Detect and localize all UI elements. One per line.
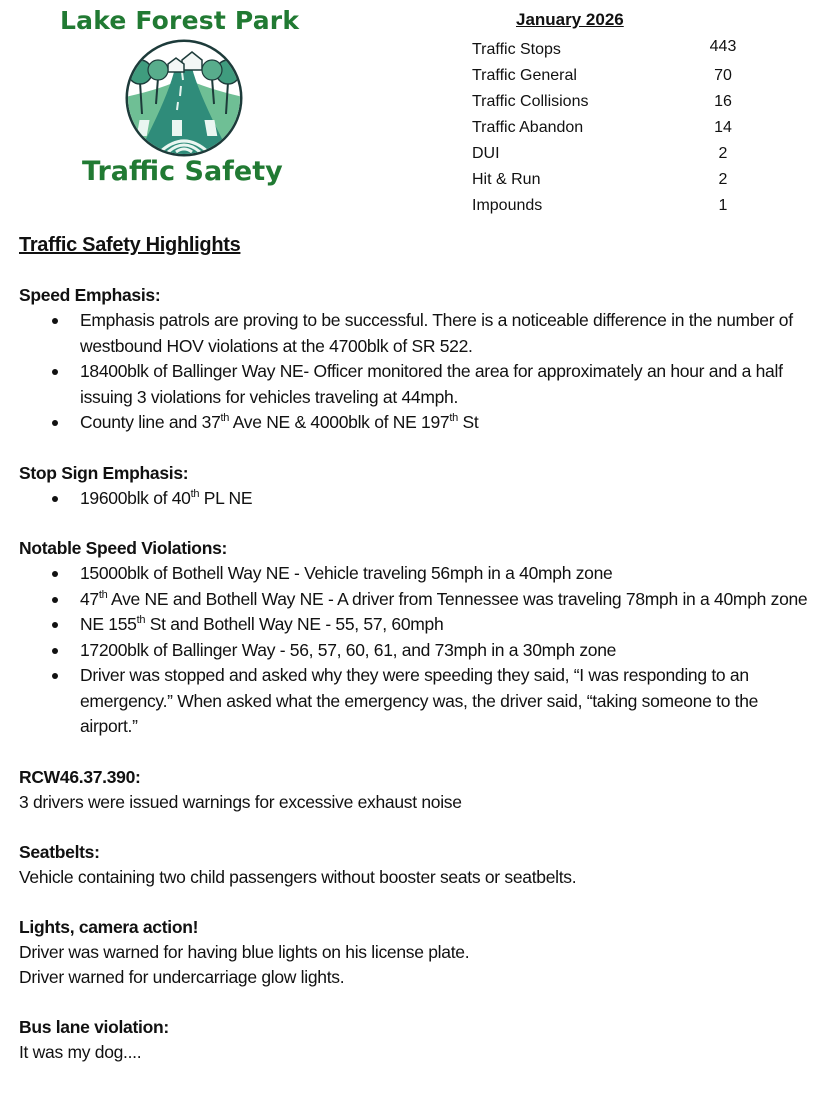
lights-section — [19, 915, 809, 990]
stat-row — [472, 67, 752, 93]
item-text: Ave NE and Bothell Way NE - A driver from Tennessee was traveling 78mph in a 40mph zone — [107, 588, 808, 609]
bullet-icon — [52, 420, 58, 426]
section-text: It was my dog.... — [19, 1041, 142, 1062]
stat-label: Traffic Collisions — [472, 93, 589, 110]
section-text: Driver warned for undercarriage glow lights. — [19, 966, 345, 987]
item-text: 47 — [80, 588, 99, 609]
speed-emphasis-section — [19, 283, 809, 436]
stat-value: 14 — [714, 119, 732, 136]
stat-label: Hit & Run — [472, 171, 541, 188]
section-text: Driver was warned for having blue lights on his license plate. — [19, 941, 470, 962]
stats-title: January 2026 — [516, 10, 624, 29]
ordinal-suffix: th — [136, 614, 146, 626]
list-item — [19, 486, 809, 512]
stop-sign-emphasis-section — [19, 461, 809, 512]
section-heading: Speed Emphasis: — [19, 285, 161, 305]
item-text: Emphasis patrols are proving to be successful. There is a noticeable difference in the number of westbound HOV violations at the 4700blk of SR 522. — [80, 310, 793, 356]
bus-lane-section — [19, 1015, 809, 1065]
stat-value: 16 — [714, 93, 732, 110]
stat-label: Traffic General — [472, 67, 577, 84]
stat-value: 443 — [709, 38, 737, 55]
stat-value: 1 — [718, 197, 728, 214]
notable-speed-violations-section — [19, 536, 809, 740]
section-heading: Notable Speed Violations: — [19, 538, 228, 558]
item-text: Ave NE & 4000blk of NE 197 — [229, 412, 450, 432]
bullet-icon — [52, 571, 58, 577]
stat-value: 70 — [714, 67, 732, 84]
stat-row — [472, 119, 752, 145]
road-emblem-icon — [120, 38, 248, 158]
stat-row — [472, 145, 752, 171]
list-item — [19, 561, 809, 587]
item-text: St and Bothell Way NE - 55, 57, 60mph — [145, 614, 444, 634]
stat-row — [472, 171, 752, 197]
ordinal-suffix: th — [449, 412, 458, 424]
stat-label: Impounds — [472, 197, 543, 214]
item-text: 15000blk of Bothell Way NE - Vehicle traveling 56mph in a 40mph zone — [80, 563, 613, 583]
logo-title: Lake Forest Park — [60, 6, 300, 35]
bullet-icon — [52, 318, 58, 324]
section-heading: Lights, camera action! — [19, 916, 199, 937]
list-item — [19, 308, 809, 359]
highlights-document — [19, 234, 809, 1090]
item-text: 17200blk of Ballinger Way - 56, 57, 60, 61, and 73mph in a 30mph zone — [80, 639, 617, 660]
stat-value: 2 — [718, 171, 728, 188]
section-text: Vehicle containing two child passengers without booster seats or seatbelts. — [19, 866, 577, 887]
bullet-icon — [52, 648, 58, 654]
ordinal-suffix: th — [220, 412, 230, 424]
item-text: NE 155 — [80, 614, 137, 634]
list-item — [19, 663, 809, 740]
section-heading: Seatbelts: — [19, 841, 100, 862]
highlights-title: Traffic Safety Highlights — [19, 234, 241, 256]
stat-label: DUI — [472, 145, 500, 162]
item-text: St — [457, 412, 479, 432]
section-heading: Stop Sign Emphasis: — [19, 462, 189, 483]
section-text: 3 drivers were issued warnings for excessive exhaust noise — [19, 791, 462, 812]
stat-row — [472, 93, 752, 119]
item-text: 19600blk of 40 — [80, 487, 191, 508]
stat-row — [472, 38, 752, 67]
list-item — [19, 359, 809, 410]
list-item — [19, 410, 809, 436]
stat-value: 2 — [718, 145, 728, 162]
rcw-section — [19, 765, 809, 815]
bullet-icon — [52, 496, 58, 502]
item-text: County line and 37 — [80, 412, 221, 432]
stat-label: Traffic Stops — [472, 41, 561, 58]
section-heading: RCW46.37.390: — [19, 766, 141, 787]
ordinal-suffix: th — [190, 487, 200, 500]
seatbelts-section — [19, 840, 809, 890]
list-item — [19, 638, 809, 664]
bullet-icon — [52, 369, 58, 375]
stat-row — [472, 197, 752, 223]
list-item — [19, 612, 809, 638]
item-text: Driver was stopped and asked why they were speeding they said, “I was responding to an emergency.” When asked what the emergency was, the driver said, “taking someone to the airport.” — [80, 665, 759, 736]
section-heading: Bus lane violation: — [19, 1016, 169, 1037]
item-text: PL NE — [199, 487, 253, 508]
item-text: 18400blk of Ballinger Way NE- Officer monitored the area for approximately an hour and a half issuing 3 violations for vehicles traveling at 44mph. — [80, 361, 783, 407]
list-item — [19, 587, 809, 613]
bullet-icon — [52, 622, 58, 628]
stat-label: Traffic Abandon — [472, 119, 584, 136]
logo-subtitle: Traffic Safety — [82, 156, 283, 187]
bullet-icon — [52, 673, 58, 679]
bullet-icon — [52, 597, 58, 603]
ordinal-suffix: th — [98, 588, 108, 601]
